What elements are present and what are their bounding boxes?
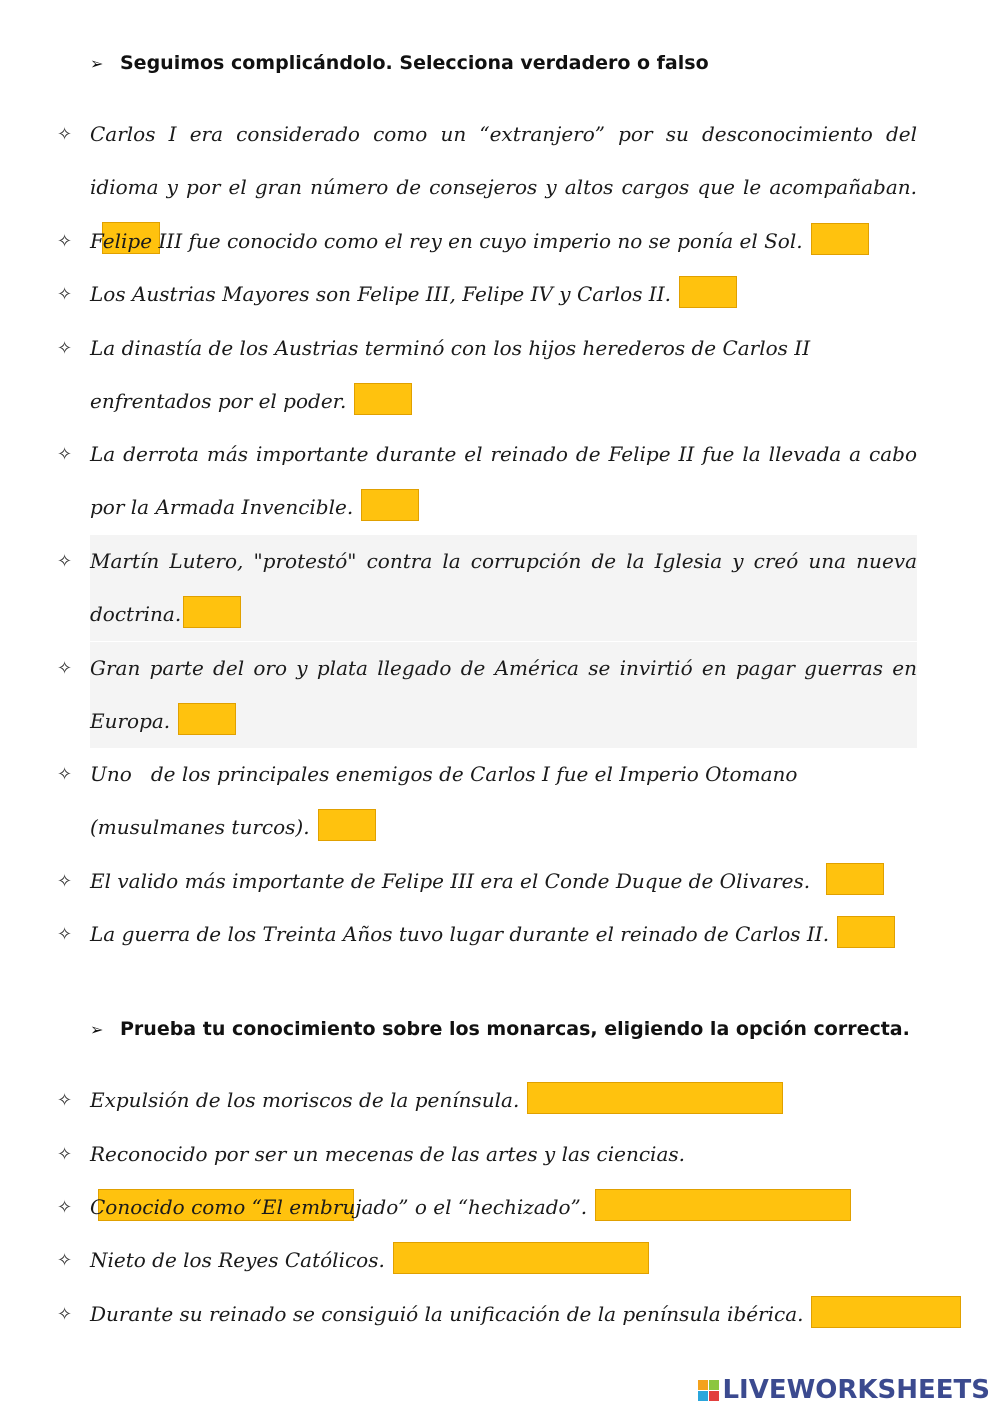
star-bullet-icon: ✧ bbox=[57, 338, 73, 359]
liveworksheets-logo bbox=[698, 1375, 990, 1405]
answer-dropdown[interactable] bbox=[679, 276, 737, 308]
answer-dropdown[interactable] bbox=[595, 1189, 851, 1221]
arrow-bullet-icon: ➢ bbox=[90, 1020, 104, 1039]
logo-mark-icon bbox=[698, 1380, 719, 1401]
statement-text: La derrota más importante durante el reinado de Felipe II fue la llevada a cabo por la Armada Invencible. bbox=[90, 442, 917, 519]
answer-dropdown[interactable] bbox=[811, 1296, 961, 1328]
list-item bbox=[57, 855, 917, 908]
statement-text: Martín Lutero, "protestó" contra la corrupción de la Iglesia y creó una nueva doctrina. bbox=[90, 535, 917, 641]
star-bullet-icon: ✧ bbox=[57, 284, 73, 305]
list-item bbox=[57, 1288, 977, 1341]
list-item bbox=[57, 1181, 917, 1234]
answer-dropdown[interactable] bbox=[354, 383, 412, 415]
statement-text: Gran parte del oro y plata llegado de América se invirtió en pagar guerras en Europa. bbox=[90, 642, 917, 748]
statement-text: Reconocido por ser un mecenas de las artes y las ciencias. bbox=[90, 1128, 917, 1234]
star-bullet-icon: ✧ bbox=[57, 551, 73, 572]
answer-dropdown[interactable] bbox=[318, 809, 376, 841]
list-item bbox=[57, 535, 917, 641]
statement-text: Durante su reinado se consiguió la unificación de la península ibérica. bbox=[90, 1288, 977, 1341]
list-item bbox=[57, 908, 917, 961]
arrow-bullet-icon: ➢ bbox=[90, 54, 104, 73]
star-bullet-icon: ✧ bbox=[57, 764, 73, 785]
answer-dropdown[interactable] bbox=[183, 596, 241, 628]
statement-text: Expulsión de los moriscos de la península. bbox=[90, 1074, 917, 1127]
list-item bbox=[57, 1234, 917, 1287]
statement-text: La guerra de los Treinta Años tuvo lugar durante el reinado de Carlos II. bbox=[90, 908, 917, 961]
answer-dropdown[interactable] bbox=[527, 1082, 783, 1114]
list-item bbox=[57, 428, 917, 534]
star-bullet-icon: ✧ bbox=[57, 1250, 73, 1271]
star-bullet-icon: ✧ bbox=[57, 231, 73, 252]
star-bullet-icon: ✧ bbox=[57, 124, 73, 145]
star-bullet-icon: ✧ bbox=[57, 658, 73, 679]
answer-dropdown[interactable] bbox=[393, 1242, 649, 1274]
list-item bbox=[57, 642, 917, 748]
star-bullet-icon: ✧ bbox=[57, 924, 73, 945]
answer-dropdown[interactable] bbox=[826, 863, 884, 895]
section-heading-monarchs bbox=[90, 1018, 910, 1040]
star-bullet-icon: ✧ bbox=[57, 1144, 73, 1165]
list-item bbox=[57, 748, 837, 854]
section-title: Seguimos complicándolo. Selecciona verdadero o falso bbox=[120, 52, 709, 74]
statement-text: Felipe III fue conocido como el rey en cuyo imperio no se ponía el Sol. bbox=[90, 215, 917, 268]
star-bullet-icon: ✧ bbox=[57, 1197, 73, 1218]
star-bullet-icon: ✧ bbox=[57, 1304, 73, 1325]
section-heading-true-false bbox=[90, 52, 709, 74]
answer-dropdown[interactable] bbox=[811, 223, 869, 255]
list-item bbox=[57, 322, 857, 428]
list-item bbox=[57, 215, 917, 268]
statement-text: Carlos I era considerado como un “extranjero” por su desconocimiento del idioma y por el gran número de consejeros y altos cargos que le acompañaban. bbox=[90, 108, 917, 267]
star-bullet-icon: ✧ bbox=[57, 1090, 73, 1111]
statement-text: El valido más importante de Felipe III era el Conde Duque de Olivares. bbox=[90, 855, 917, 908]
answer-dropdown[interactable] bbox=[178, 703, 236, 735]
statement-text: Uno de los principales enemigos de Carlos I fue el Imperio Otomano (musulmanes turcos). bbox=[90, 762, 804, 839]
statement-text: Nieto de los Reyes Católicos. bbox=[90, 1234, 917, 1287]
statement-text: Los Austrias Mayores son Felipe III, Felipe IV y Carlos II. bbox=[90, 268, 917, 321]
statement-text: Conocido como “El embrujado” o el “hechizado”. bbox=[90, 1181, 917, 1234]
section-title: Prueba tu conocimiento sobre los monarcas, eligiendo la opción correcta. bbox=[120, 1018, 910, 1040]
answer-dropdown[interactable] bbox=[361, 489, 419, 521]
list-item bbox=[57, 1074, 917, 1127]
answer-dropdown[interactable] bbox=[837, 916, 895, 948]
list-item bbox=[57, 268, 917, 321]
star-bullet-icon: ✧ bbox=[57, 871, 73, 892]
star-bullet-icon: ✧ bbox=[57, 444, 73, 465]
statement-text: La dinastía de los Austrias terminó con los hijos herederos de Carlos II enfrentados por el poder. bbox=[90, 336, 811, 413]
logo-text: LIVEWORKSHEETS bbox=[722, 1375, 990, 1405]
